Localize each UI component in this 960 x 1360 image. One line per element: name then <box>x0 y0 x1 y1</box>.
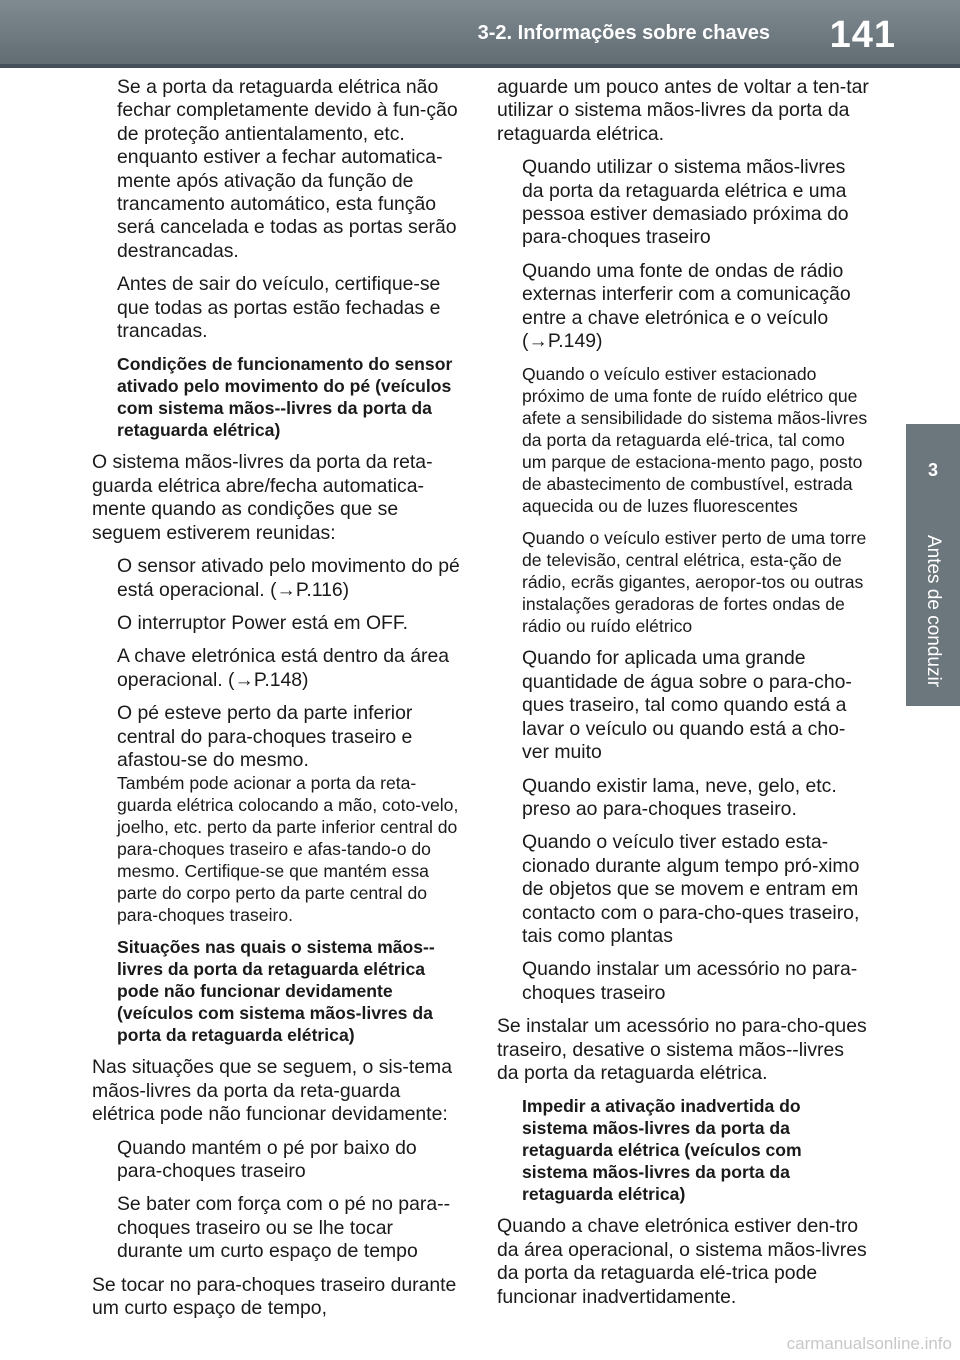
subheading: Condições de funcionamento do sensor ativado pelo movimento do pé (veículos com sistema mãos--livres da porta da retaguarda elétrica) <box>117 354 453 441</box>
note: Também pode acionar a porta da reta-guarda elétrica colocando a mão, coto-velo, joelho, etc. perto da parte inferior central do para-choques traseiro e afas-tando-o do mesmo. Certifique-se que mantém essa parte do corpo perto da parte central do para-choques traseiro. <box>117 773 459 926</box>
chapter-tab <box>906 424 960 516</box>
paragraph: Nas situações que se seguem, o sis-tema mãos-livres da porta da reta-guarda elétrica pode não funcionar devidamente: <box>92 1056 452 1126</box>
list-item: Quando o veículo estiver perto de uma torre de televisão, central elétrica, esta-ção de rádio, ecrãs gigantes, aeropor-tos ou outras instalações geradoras de fortes ondas de rádio ou ruído elétrico <box>522 528 867 637</box>
paragraph: O sistema mãos-livres da porta da reta-guarda elétrica abre/fecha automatica-mente quando as condições que se seguem estiverem reunidas: <box>92 451 433 544</box>
list-item: Quando utilizar o sistema mãos-livres da porta da retaguarda elétrica e uma pessoa estiver demasiado próxima do para-choques traseiro <box>522 156 849 249</box>
paragraph: Se a porta da retaguarda elétrica não fechar completamente devido à fun-ção de proteção antientalamento, etc. enquanto estiver a fechar automatica-mente após ativação da função de trancamento automático, esta função será cancelada e todas as portas serão destrancadas. <box>117 76 458 262</box>
list-item: Quando instalar um acessório no para-choques traseiro <box>522 958 858 1004</box>
list-item: Se bater com força com o pé no para--choques traseiro ou se lhe tocar durante um curto espaço de tempo <box>117 1193 451 1263</box>
list-item: Quando for aplicada uma grande quantidade de água sobre o para-cho-ques traseiro, tal como quando está a lavar o veículo ou quando está a cho-ver muito <box>522 647 852 764</box>
page-number: 141 <box>829 14 896 56</box>
right-column <box>497 76 869 1319</box>
paragraph: Antes de sair do veículo, certifique-se que todas as portas estão fechadas e trancadas. <box>117 273 441 343</box>
header-band <box>0 0 960 68</box>
paragraph: aguarde um pouco antes de voltar a ten-tar utilizar o sistema mãos-livres da porta da retaguarda elétrica. <box>497 76 869 145</box>
chapter-title-strip <box>906 516 960 706</box>
list-item: Quando o veículo tiver estado esta-cionado durante algum tempo pró-ximo de objetos que se movem e entram em contacto com o para-cho-ques traseiro, tais como plantas <box>522 831 860 947</box>
paragraph: Se tocar no para-choques traseiro durante um curto espaço de tempo, <box>92 1273 457 1319</box>
chapter-title: Antes de conduzir <box>923 534 944 688</box>
section-title: 3-2. Informações sobre chaves <box>477 22 770 44</box>
left-column <box>92 76 464 1330</box>
list-item: O interruptor Power está em OFF. <box>117 611 408 634</box>
subheading: Situações nas quais o sistema mãos--livres da porta da retaguarda elétrica pode não funcionar devidamente (veículos com sistema mãos-livres da porta da retaguarda elétrica) <box>117 937 435 1046</box>
list-item: Quando existir lama, neve, gelo, etc. preso ao para-choques traseiro. <box>522 774 837 820</box>
list-item: O sensor ativado pelo movimento do pé está operacional. (→P.116) <box>117 555 460 601</box>
subheading: Impedir a ativação inadvertida do sistema mãos-livres da porta da retaguarda elétrica (veículos com sistema mãos-livres da porta da retaguarda elétrica) <box>522 1096 802 1205</box>
watermark: carmanualsonline.info <box>786 1334 952 1353</box>
paragraph: Se instalar um acessório no para-cho-ques traseiro, desative o sistema mãos--livres da porta da retaguarda elétrica. <box>497 1015 867 1084</box>
paragraph: Quando a chave eletrónica estiver den-tro da área operacional, o sistema mãos-livres da porta da retaguarda elé-trica pode funcionar inadvertidamente. <box>497 1215 867 1308</box>
list-item: A chave eletrónica está dentro da área operacional. (→P.148) <box>117 645 450 691</box>
chapter-number: 3 <box>927 459 938 480</box>
list-item: Quando o veículo estiver estacionado próximo de uma fonte de ruído elétrico que afete a sensibilidade do sistema mãos-livres da porta da retaguarda elé-trica, tal como um parque de estaciona-mento pago, posto de abastecimento de combustível, estrada aquecida ou de luzes fluorescentes <box>522 364 868 517</box>
list-item: O pé esteve perto da parte inferior central do para-choques traseiro e afastou-se do mesmo. <box>117 702 413 771</box>
list-item: Quando mantém o pé por baixo do para-choques traseiro <box>117 1136 417 1182</box>
list-item: Quando uma fonte de ondas de rádio externas interferir com a comunicação entre a chave eletrónica e o veículo (→P.149) <box>522 259 851 353</box>
